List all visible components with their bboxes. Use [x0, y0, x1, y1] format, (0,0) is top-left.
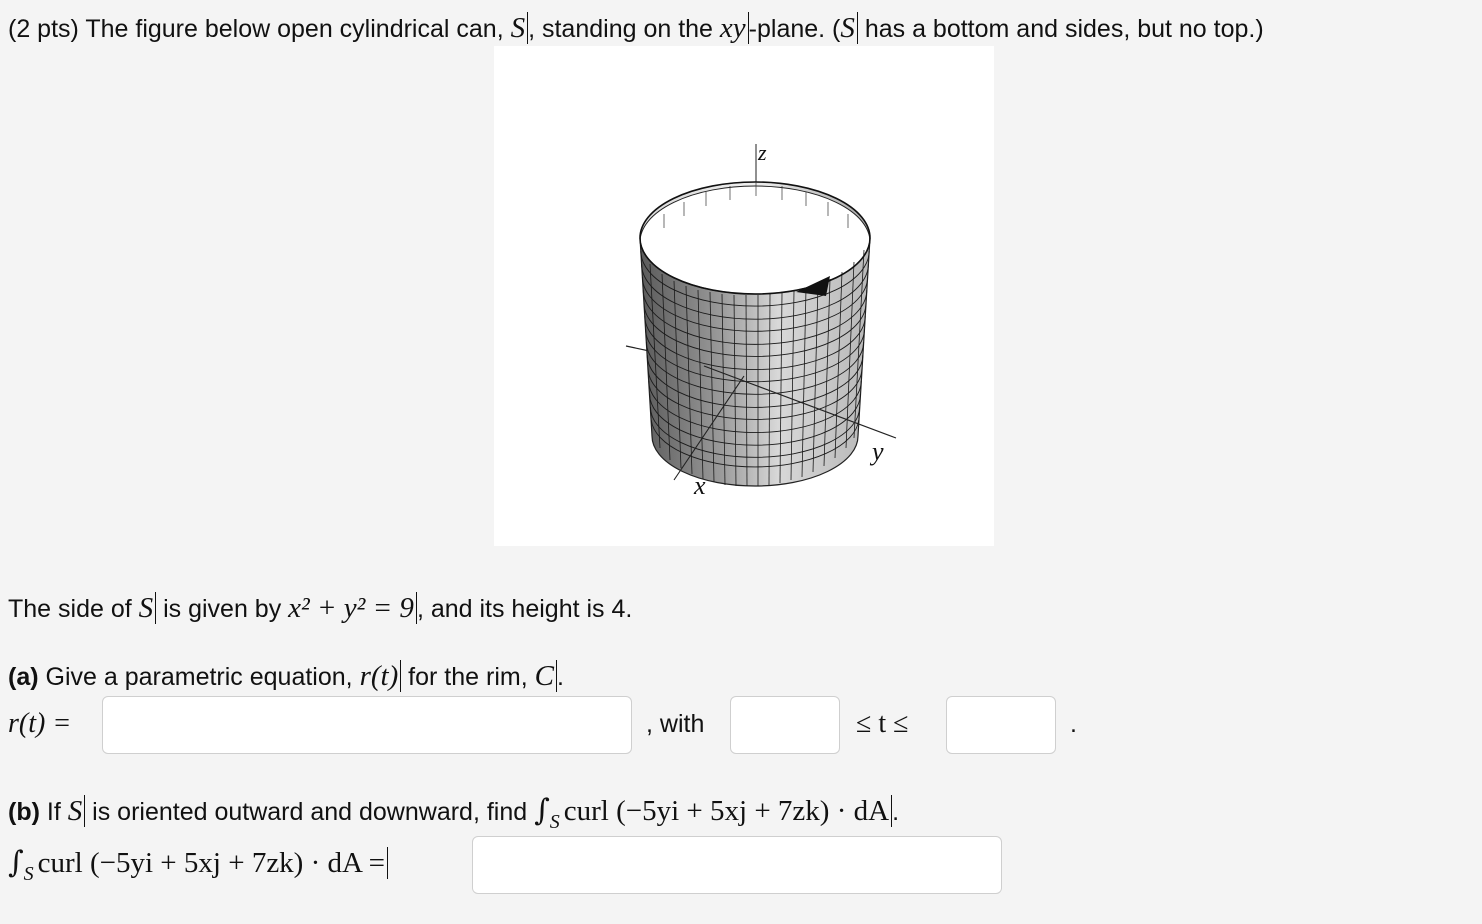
intro-text-4: has a bottom and sides, but no top.) [857, 15, 1264, 43]
side-text-1: The side of [8, 595, 139, 623]
inner-wall-lines [664, 182, 848, 228]
rim-symbol: C [535, 660, 557, 692]
points-label: (2 pts) [8, 15, 79, 43]
side-text-3: , and its height is 4. [416, 595, 633, 623]
part-a-text-1: Give a parametric equation, [38, 663, 360, 691]
plane-symbol: xy [720, 12, 749, 44]
part-b-text-1: If [39, 798, 68, 826]
x-axis-label: x [694, 471, 706, 500]
with-label: , with [646, 710, 705, 738]
integral-subscript: S [549, 811, 560, 833]
part-a-text-2: for the rim, [401, 663, 535, 691]
intro-text-3: -plane. ( [748, 15, 841, 43]
side-equation: x² + y² = 9 [288, 592, 417, 624]
side-description [8, 594, 632, 623]
integral-expression: curl (−5yi + 5xj + 7zk) · dA [564, 795, 892, 827]
answer-expression: curl (−5yi + 5xj + 7zk) · dA = [38, 847, 388, 879]
t-bounds-label: ≤ t ≤ [856, 708, 909, 739]
part-b-label: (b) [8, 798, 40, 826]
t-min-input[interactable] [730, 696, 840, 754]
part-a-r-of-t: r(t) [360, 660, 402, 692]
part-b-answer-label [8, 845, 388, 885]
rt-input[interactable] [102, 696, 632, 754]
part-b-question [8, 793, 900, 833]
rt-equals-label: r(t) = [8, 708, 72, 739]
cylinder-diagram [494, 46, 994, 546]
z-axis-label: z [758, 140, 767, 165]
intro-text-2: , standing on the [528, 15, 720, 43]
cylinder-figure [494, 46, 994, 546]
part-a-label: (a) [8, 663, 39, 691]
problem-intro [8, 14, 1264, 43]
t-max-input[interactable] [946, 696, 1056, 754]
cylinder-inner-back [640, 182, 870, 242]
flux-answer-input[interactable] [472, 836, 1002, 894]
y-axis-label: y [872, 437, 884, 466]
surface-symbol-2: S [840, 12, 858, 44]
side-surface-symbol: S [139, 592, 157, 624]
surface-symbol: S [511, 12, 529, 44]
intro-text-1: The figure below open cylindrical can, [78, 15, 511, 43]
cylinder-rim [640, 182, 870, 294]
integral-symbol: ∫ [534, 793, 550, 828]
side-text-2: is given by [156, 595, 289, 623]
part-b-surface-symbol: S [68, 795, 86, 827]
integral-symbol-2: ∫ [8, 845, 24, 880]
integral-subscript-2: S [23, 863, 34, 885]
part-b-text-2: is oriented outward and downward, find [85, 798, 535, 826]
part-a-question [8, 662, 564, 691]
part-b-end: . [892, 798, 900, 826]
period-label: . [1070, 710, 1077, 738]
part-a-end: . [556, 663, 564, 691]
